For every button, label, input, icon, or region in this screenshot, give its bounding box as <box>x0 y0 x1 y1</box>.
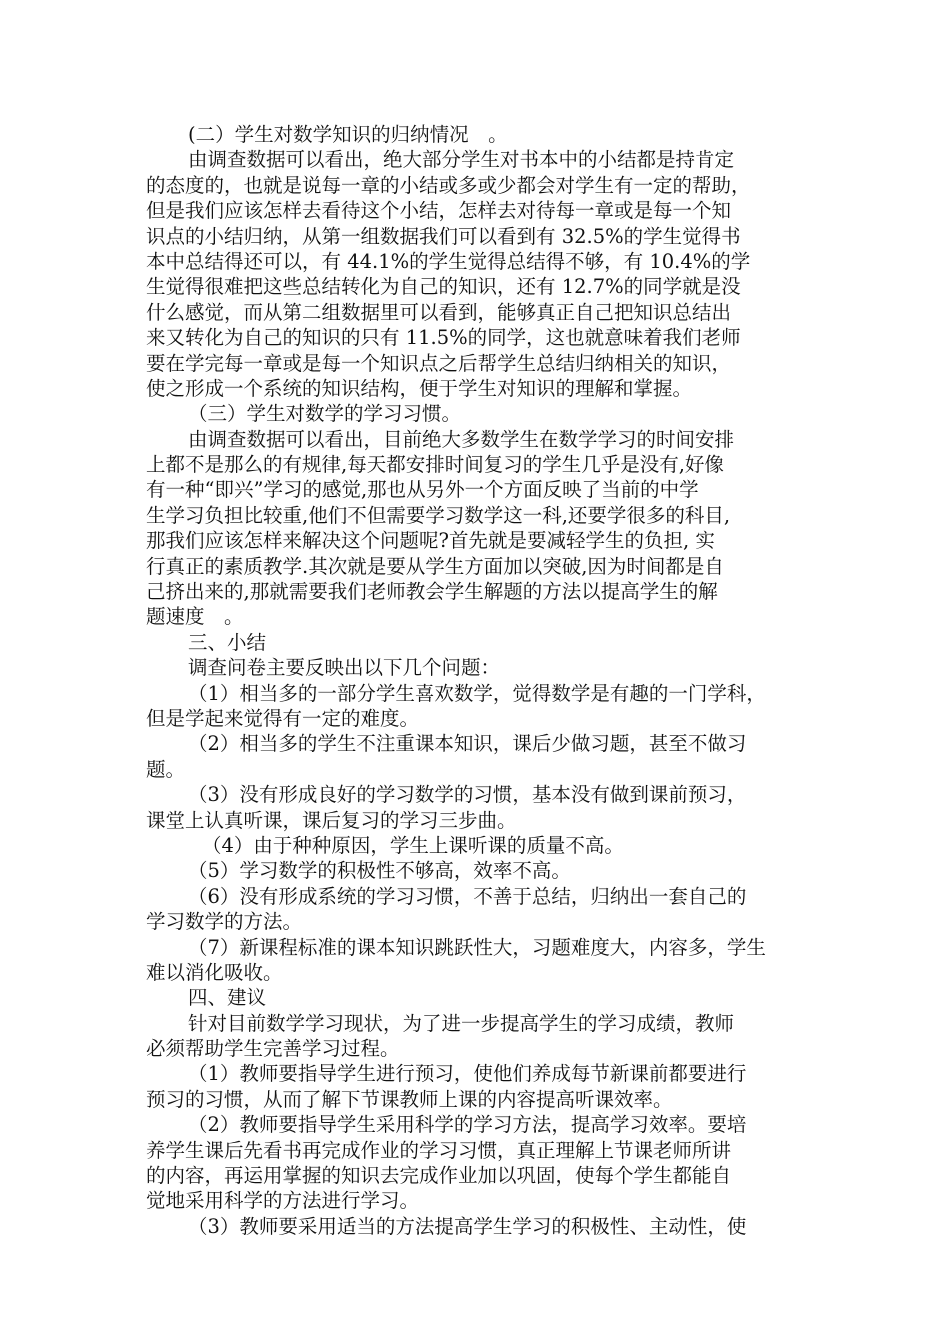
text-line: 那我们应该怎样来解决这个问题呢?首先就是要减轻学生的负担, 实 <box>146 529 715 553</box>
text-line: 觉地采用科学的方法进行学习。 <box>146 1189 420 1213</box>
text-line: 由调查数据可以看出，绝大部分学生对书本中的小结都是持肯定 <box>188 148 735 172</box>
text-line: （三）学生对数学的学习习惯。 <box>188 402 462 426</box>
text-line: 课堂上认真听课，课后复习的学习三步曲。 <box>146 808 517 832</box>
text-line: 什么感觉，而从第二组数据里可以看到，能够真正自己把知识总结出 <box>146 300 732 324</box>
text-line: （2）教师要指导学生采用科学的学习方法，提高学习效率。要培 <box>188 1113 747 1137</box>
text-line: 来又转化为自己的知识的只有 11.5%的同学，这也就意味着我们老师 <box>146 326 741 350</box>
text-line: 但是我们应该怎样去看待这个小结，怎样去对待每一章或是每一个知 <box>146 199 732 223</box>
text-line: 的态度的，也就是说每一章的小结或多或少都会对学生有一定的帮助， <box>146 173 751 197</box>
text-line: 生学习负担比较重,他们不但需要学习数学这一科,还要学很多的科目, <box>146 503 731 527</box>
text-line: 针对目前数学学习现状，为了进一步提高学生的学习成绩，教师 <box>188 1011 735 1035</box>
text-line: （1）教师要指导学生进行预习，使他们养成每节新课前都要进行 <box>188 1062 747 1086</box>
text-line: 三、小结 <box>188 630 267 654</box>
text-line: （4）由于种种原因，学生上课听课的质量不高。 <box>202 833 624 857</box>
text-line: 己挤出来的,那就需要我们老师教会学生解题的方法以提高学生的解 <box>146 580 718 604</box>
text-line: 由调查数据可以看出，目前绝大多数学生在数学学习的时间安排 <box>188 427 735 451</box>
text-line: 题速度 。 <box>146 605 244 629</box>
text-line: (二）学生对数学知识的归纳情况 。 <box>188 123 508 146</box>
text-line: 识点的小结归纳，从第一组数据我们可以看到有 32.5%的学生觉得书 <box>146 224 741 248</box>
text-line: 必须帮助学生完善学习过程。 <box>146 1037 400 1061</box>
text-line: （7）新课程标准的课本知识跳跃性大，习题难度大，内容多，学生 <box>188 935 766 959</box>
text-line: 养学生课后先看书再完成作业的学习习惯，真正理解上节课老师所讲 <box>146 1138 732 1162</box>
text-line: 行真正的素质教学.其次就是要从学生方面加以突破,因为时间都是自 <box>146 554 724 578</box>
text-line: 生觉得很难把这些总结转化为自己的知识，还有 12.7%的同学就是没 <box>146 275 741 299</box>
text-line: 四、建议 <box>188 986 267 1010</box>
text-line: （3）没有形成良好的学习数学的习惯，基本没有做到课前预习， <box>188 783 747 807</box>
text-line: 上都不是那么的有规律,每天都安排时间复习的学生几乎是没有,好像 <box>146 453 724 477</box>
text-line: （5）学习数学的积极性不够高，效率不高。 <box>188 859 571 883</box>
text-line: （1）相当多的一部分学生喜欢数学，觉得数学是有趣的一门学科， <box>188 681 766 705</box>
text-line: 使之形成一个系统的知识结构，便于学生对知识的理解和掌握。 <box>146 376 693 400</box>
text-line: （2）相当多的学生不注重课本知识，课后少做习题，甚至不做习 <box>188 732 747 756</box>
text-line: 本中总结得还可以，有 44.1%的学生觉得总结得不够，有 10.4%的学 <box>146 249 751 273</box>
text-line: 预习的习惯，从而了解下节课教师上课的内容提高听课效率。 <box>146 1087 673 1111</box>
text-line: 有一种“即兴”学习的感觉,那也从另外一个方面反映了当前的中学 <box>146 478 699 502</box>
text-line: 难以消化吸收。 <box>146 960 283 984</box>
text-line: 但是学起来觉得有一定的难度。 <box>146 706 420 730</box>
text-line: 调查问卷主要反映出以下几个问题： <box>188 656 501 680</box>
text-line: （6）没有形成系统的学习习惯，不善于总结，归纳出一套自己的 <box>188 884 747 908</box>
text-line: 的内容，再运用掌握的知识去完成作业加以巩固，使每个学生都能自 <box>146 1164 732 1188</box>
text-line: 要在学完每一章或是每一个知识点之后帮学生总结归纳相关的知识， <box>146 351 732 375</box>
text-line: 学习数学的方法。 <box>146 910 303 934</box>
document-page <box>146 122 810 1239</box>
text-line: 题。 <box>146 757 186 781</box>
text-line: （3）教师要采用适当的方法提高学生学习的积极性、主动性，使 <box>188 1214 747 1238</box>
